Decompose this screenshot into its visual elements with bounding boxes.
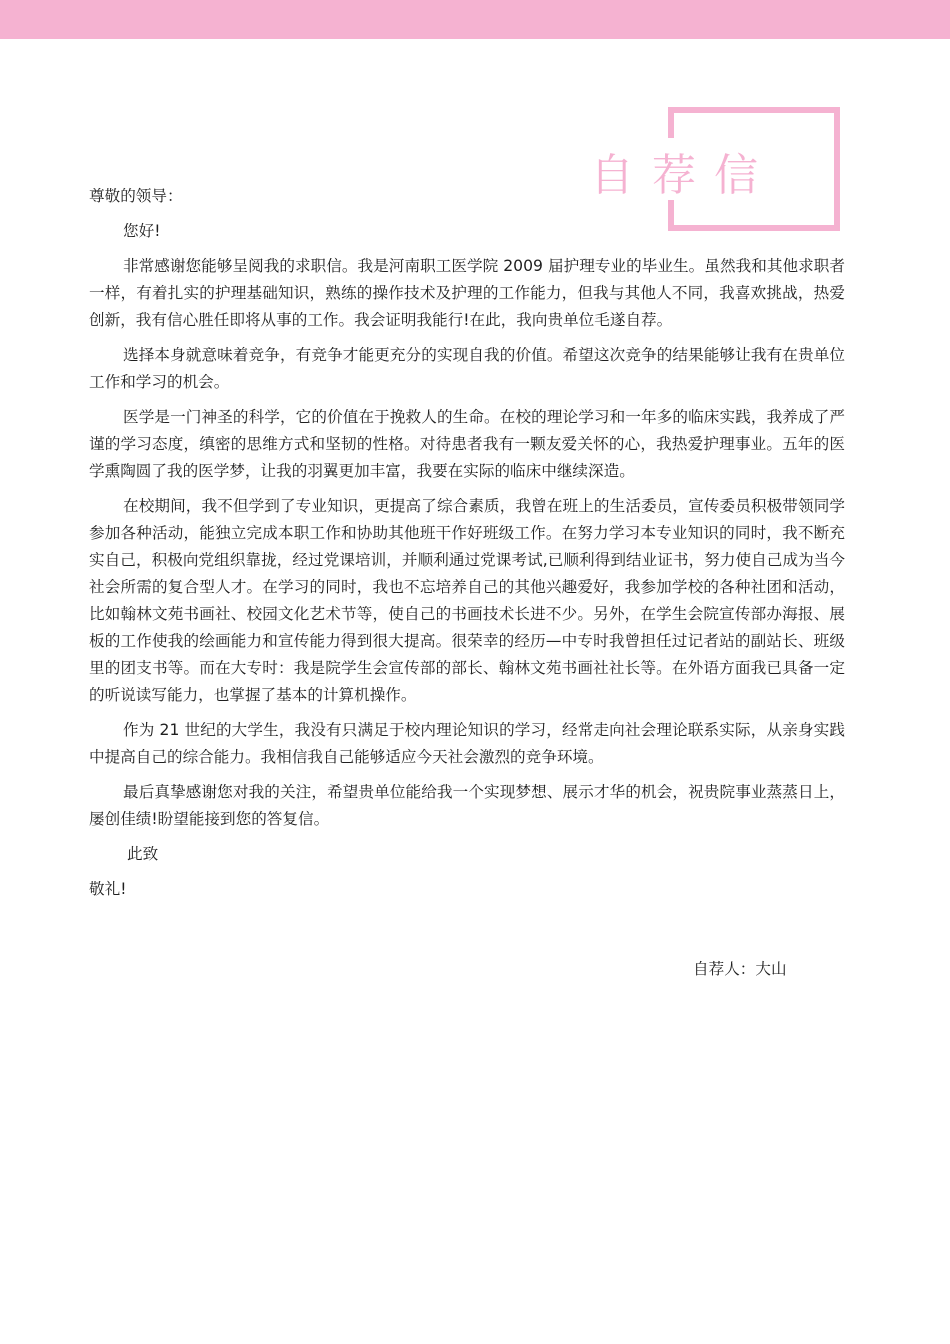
letter-body bbox=[89, 183, 845, 911]
paragraph-practice: 作为 21 世纪的大学生，我没有只满足于校内理论知识的学习，经常走向社会理论联系实际，从亲身实践中提高自己的综合能力。我相信我自己能够适应今天社会激烈的竞争环境。 bbox=[89, 721, 845, 766]
document-title: 自荐信 bbox=[590, 150, 776, 201]
signature: 自荐人：大山 bbox=[693, 960, 787, 978]
paragraph-intro: 非常感谢您能够呈阅我的求职信。我是河南职工医学院 2009 届护理专业的毕业生。虽然我和其他求职者一样，有着扎实的护理基础知识，熟练的操作技术及护理的工作能力，但我与其他人不同，我喜欢挑战，热爱创新，我有信心胜任即将从事的工作。我会证明我能行!在此，我向贵单位毛遂自荐。 bbox=[89, 257, 845, 329]
greeting: 您好! bbox=[123, 222, 161, 240]
salutation: 尊敬的领导： bbox=[89, 187, 183, 205]
paragraph-medicine: 医学是一门神圣的科学，它的价值在于挽救人的生命。在校的理论学习和一年多的临床实践，我养成了严谨的学习态度，缜密的思维方式和坚韧的性格。对待患者我有一颗友爱关怀的心，我热爱护理事业。五年的医学熏陶圆了我的医学梦，让我的羽翼更加丰富，我要在实际的临床中继续深造。 bbox=[89, 408, 845, 480]
paragraph-thanks: 最后真挚感谢您对我的关注，希望贵单位能给我一个实现梦想、展示才华的机会，祝贵院事业蒸蒸日上，屡创佳绩!盼望能接到您的答复信。 bbox=[89, 783, 845, 828]
closing-salute: 敬礼! bbox=[89, 880, 127, 898]
top-color-band bbox=[0, 0, 950, 39]
paragraph-school-experience: 在校期间，我不但学到了专业知识，更提高了综合素质，我曾在班上的生活委员，宣传委员积极带领同学参加各种活动，能独立完成本职工作和协助其他班干作好班级工作。在努力学习本专业知识的同时，我不断充实自己，积极向党组织靠拢，经过党课培训，并顺利通过党课考试,已顺利得到结业证书，努力使自己成为当今社会所需的复合型人才。在学习的同时，我也不忘培养自己的其他兴趣爱好，我参加学校的各种社团和活动，比如翰林文苑书画社、校园文化艺术节等，使自己的书画技术长进不少。另外，在学生会院宣传部办海报、展板的工作使我的绘画能力和宣传能力得到很大提高。很荣幸的经历—中专时我曾担任过记者站的副站长、班级里的团支书等。而在大专时：我是院学生会宣传部的部长、翰林文苑书画社社长等。在外语方面我已具备一定的听说读写能力，也掌握了基本的计算机操作。 bbox=[89, 497, 845, 704]
closing-respectfully: 此致 bbox=[127, 845, 159, 863]
paragraph-competition: 选择本身就意味着竞争，有竞争才能更充分的实现自我的价值。希望这次竞争的结果能够让我有在贵单位工作和学习的机会。 bbox=[89, 346, 845, 391]
